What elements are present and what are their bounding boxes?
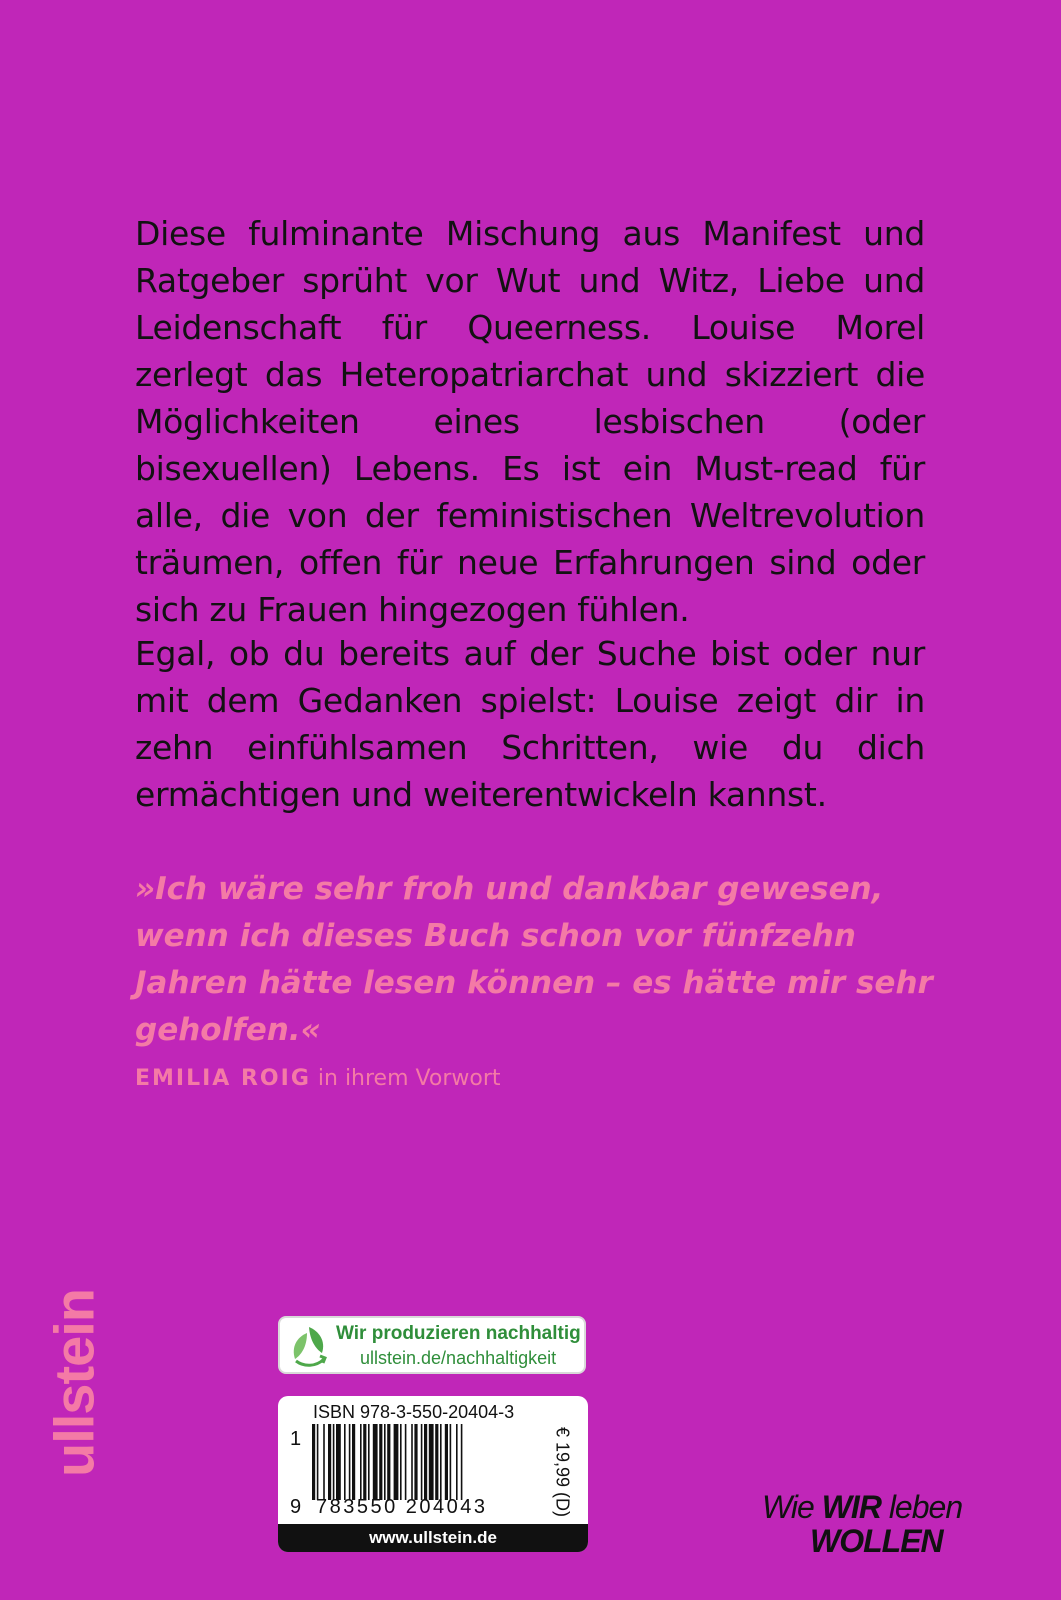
barcode-bars [312,1424,534,1500]
series-word-wir: WIR [821,1489,881,1525]
barcode-bar [394,1424,399,1500]
publisher-logo [42,1218,106,1548]
barcode-bar [414,1424,417,1500]
leaf-icon [286,1323,332,1369]
barcode-bar [445,1424,448,1500]
barcode-bar [411,1424,413,1500]
barcode-bar [461,1424,463,1500]
blurb-paragraph-2: Egal, ob du bereits auf der Suche bist oder nur mit dem Gedanken spielst: Louise zeigt dir in zehn einfühlsamen Schritten, wie du dich ermächtigen und weiterentwickeln kannst. [135,634,925,814]
barcode-bar [440,1424,442,1500]
barcode-bar [368,1424,370,1500]
barcode-bar [333,1424,335,1500]
barcode-bar [349,1424,351,1500]
barcode-bar [405,1424,407,1500]
sustainability-badge [278,1316,586,1374]
barcode-bar [384,1424,386,1500]
series-logo [762,1490,962,1558]
barcode-bar [336,1424,341,1500]
quote-author: EMILIA ROIG [135,1066,311,1091]
series-word-wollen: WOLLEN [810,1523,943,1559]
isbn-number: ISBN 978-3-550-20404-3 [313,1402,515,1422]
barcode-lead-digit: 1 [290,1428,302,1450]
barcode-bar [456,1424,458,1500]
barcode-bar [421,1424,423,1500]
badge-title: Wir produzieren nachhaltig [336,1323,581,1344]
barcode-bar [344,1424,346,1500]
barcode-bar [435,1424,438,1500]
publisher-website: www.ullstein.de [278,1524,588,1552]
barcode-bar [373,1424,378,1500]
barcode-first-digit: 9 [290,1496,302,1518]
barcode-bar [323,1424,325,1500]
publisher-name: ullstein [42,1288,106,1478]
barcode-bar [450,1424,452,1500]
barcode-bar [400,1424,402,1500]
barcode-bar [387,1424,390,1500]
barcode-bar [312,1424,315,1500]
barcode-bar [317,1424,319,1500]
quote-context: in ihrem Vorwort [317,1066,501,1091]
quote-attribution [135,1066,501,1091]
barcode-panel [278,1396,588,1552]
barcode-bar [429,1424,434,1500]
series-word-wie: Wie [762,1489,814,1525]
barcode-bar [360,1424,362,1500]
review-quote: »Ich wäre sehr froh und dankbar gewesen, wenn ich dieses Buch schon vor fünfzehn Jahren hätte lesen können – es hätte mir sehr geholfen.« [135,871,933,1048]
price-label: € 19,99 (D) [552,1426,573,1518]
barcode-bar [379,1424,382,1500]
barcode-bar [424,1424,427,1500]
barcode-digits: 783550 204043 [316,1496,488,1518]
series-word-leben: leben [888,1489,963,1525]
barcode-bar [328,1424,331,1500]
barcode-bar [363,1424,366,1500]
blurb-paragraph-1: Diese fulminante Mischung aus Manifest und Ratgeber sprüht vor Wut und Witz, Liebe und Leidenschaft für Queerness. Louise Morel zerlegt das Heteropatriarchat und skizziert die Möglichkeiten eines lesbischen (oder bisexuellen) Lebens. Es ist ein Must-read für alle, die von der feministischen Weltrevolution träumen, offen für neue Erfahrungen sind oder sich zu Frauen hingezogen fühlen. [135,214,925,629]
badge-url: ullstein.de/nachhaltigkeit [360,1348,557,1368]
barcode-bar [352,1424,355,1500]
